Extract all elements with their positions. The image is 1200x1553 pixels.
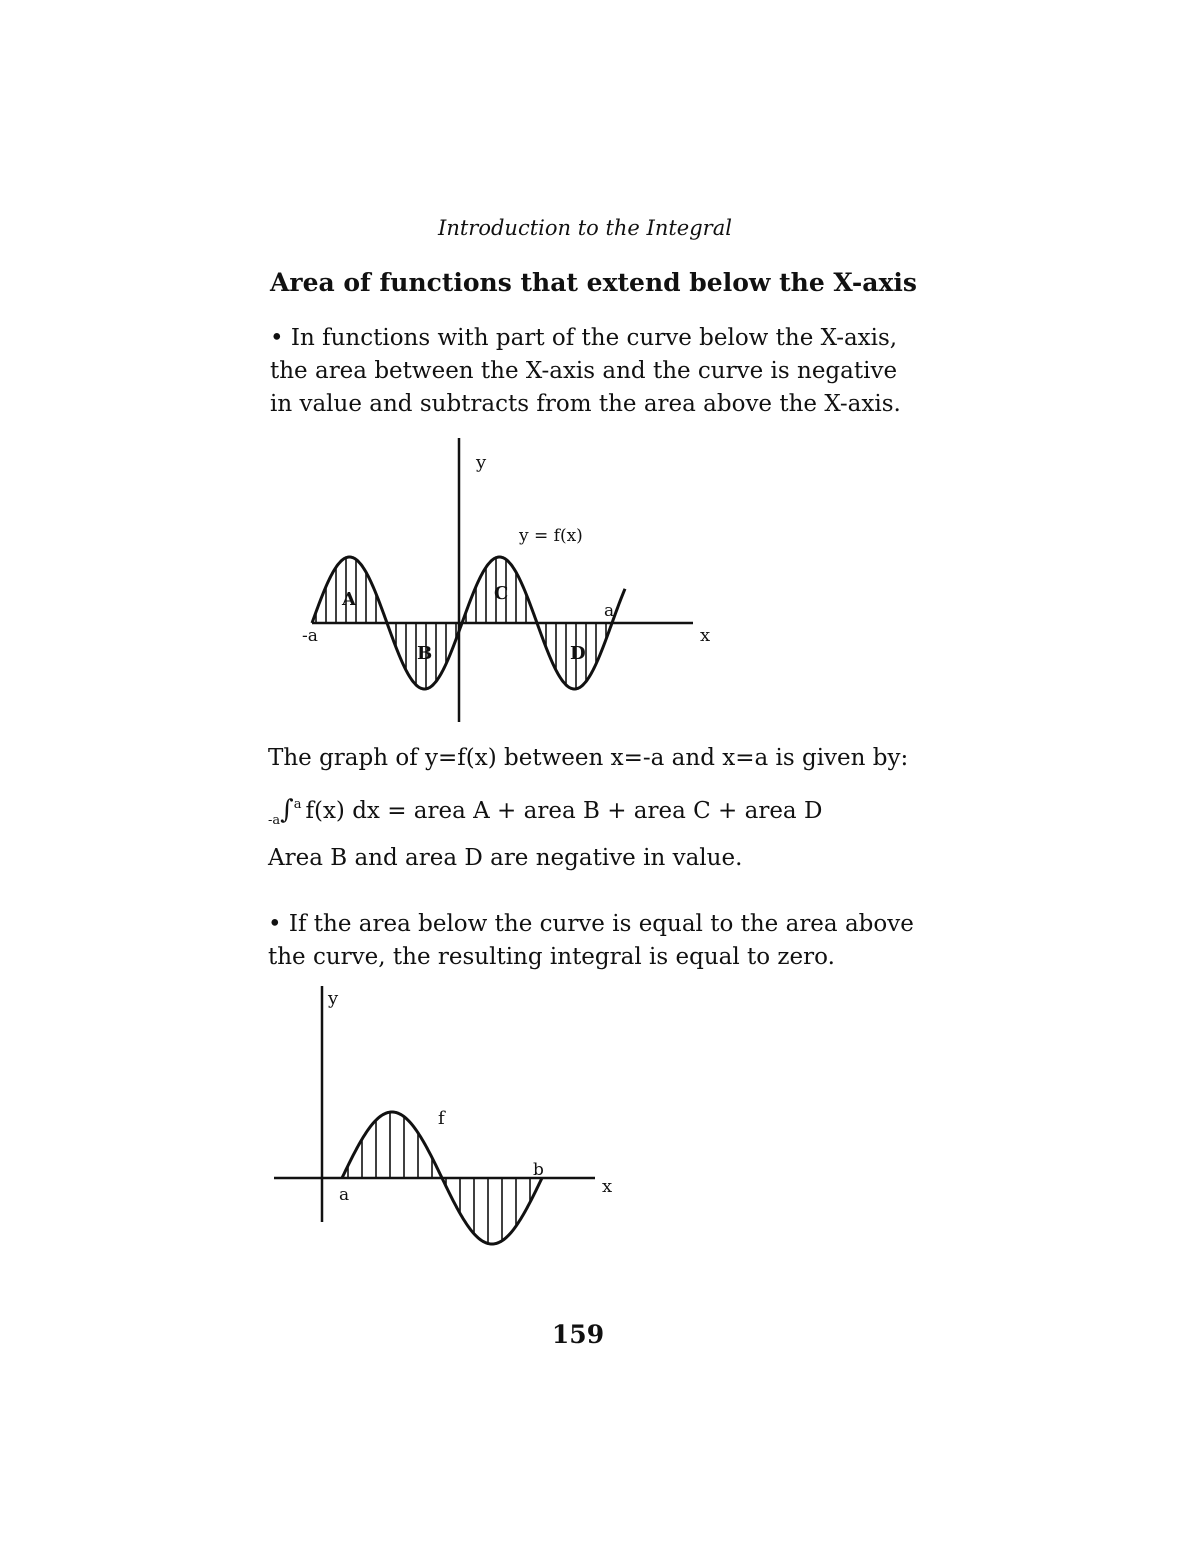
figure-2-lower-limit: a [339,1185,350,1205]
negative-note: Area B and area D are negative in value. [268,845,743,871]
bullet-1-line-2: the area between the X-axis and the curve is negative [270,358,898,384]
figure-1-y-label: y [476,452,487,473]
figure-2-y-label: y [328,988,339,1009]
integral-lower-limit: -a [268,813,281,828]
integral-expression: f(x) dx = area A + area B + area C + area D [305,798,823,824]
figure-1-region-d: D [570,643,586,664]
figure-1-x-label: x [700,625,711,646]
integral-sign: ∫ [280,795,294,825]
bullet-1-line-3: in value and subtracts from the area above the X-axis. [270,391,901,417]
figure-1-area-diagram [290,430,730,730]
section-title: Area of functions that extend below the X-axis [270,268,917,297]
figure-1-region-b: B [417,643,433,664]
graph-sentence: The graph of y=f(x) between x=-a and x=a is given by: [268,745,909,771]
figure-2-x-label: x [602,1176,613,1197]
bullet-1-line-1: • In functions with part of the curve below the X-axis, [270,325,898,351]
running-head: Introduction to the Integral [438,216,732,240]
bullet-paragraph-1 [270,322,901,421]
bullet-2-line-2: the curve, the resulting integral is equal to zero. [268,944,835,970]
figure-1-pos-limit: a [604,601,615,621]
figure-2-function-label: f [438,1108,445,1129]
bullet-2-line-1: • If the area below the curve is equal to the area above [268,911,914,937]
integral-equation [268,794,822,831]
figure-2-zero-integral-diagram [260,980,640,1260]
page-number: 159 [551,1320,605,1349]
bullet-paragraph-2 [268,908,914,974]
figure-2-upper-limit: b [533,1160,544,1180]
figure-1-region-a: A [342,589,356,610]
integral-upper-limit: a [293,797,302,812]
figure-1-region-c: C [494,583,509,604]
figure-1-neg-limit: -a [302,626,318,646]
figure-1-function-label: y = f(x) [519,526,583,546]
